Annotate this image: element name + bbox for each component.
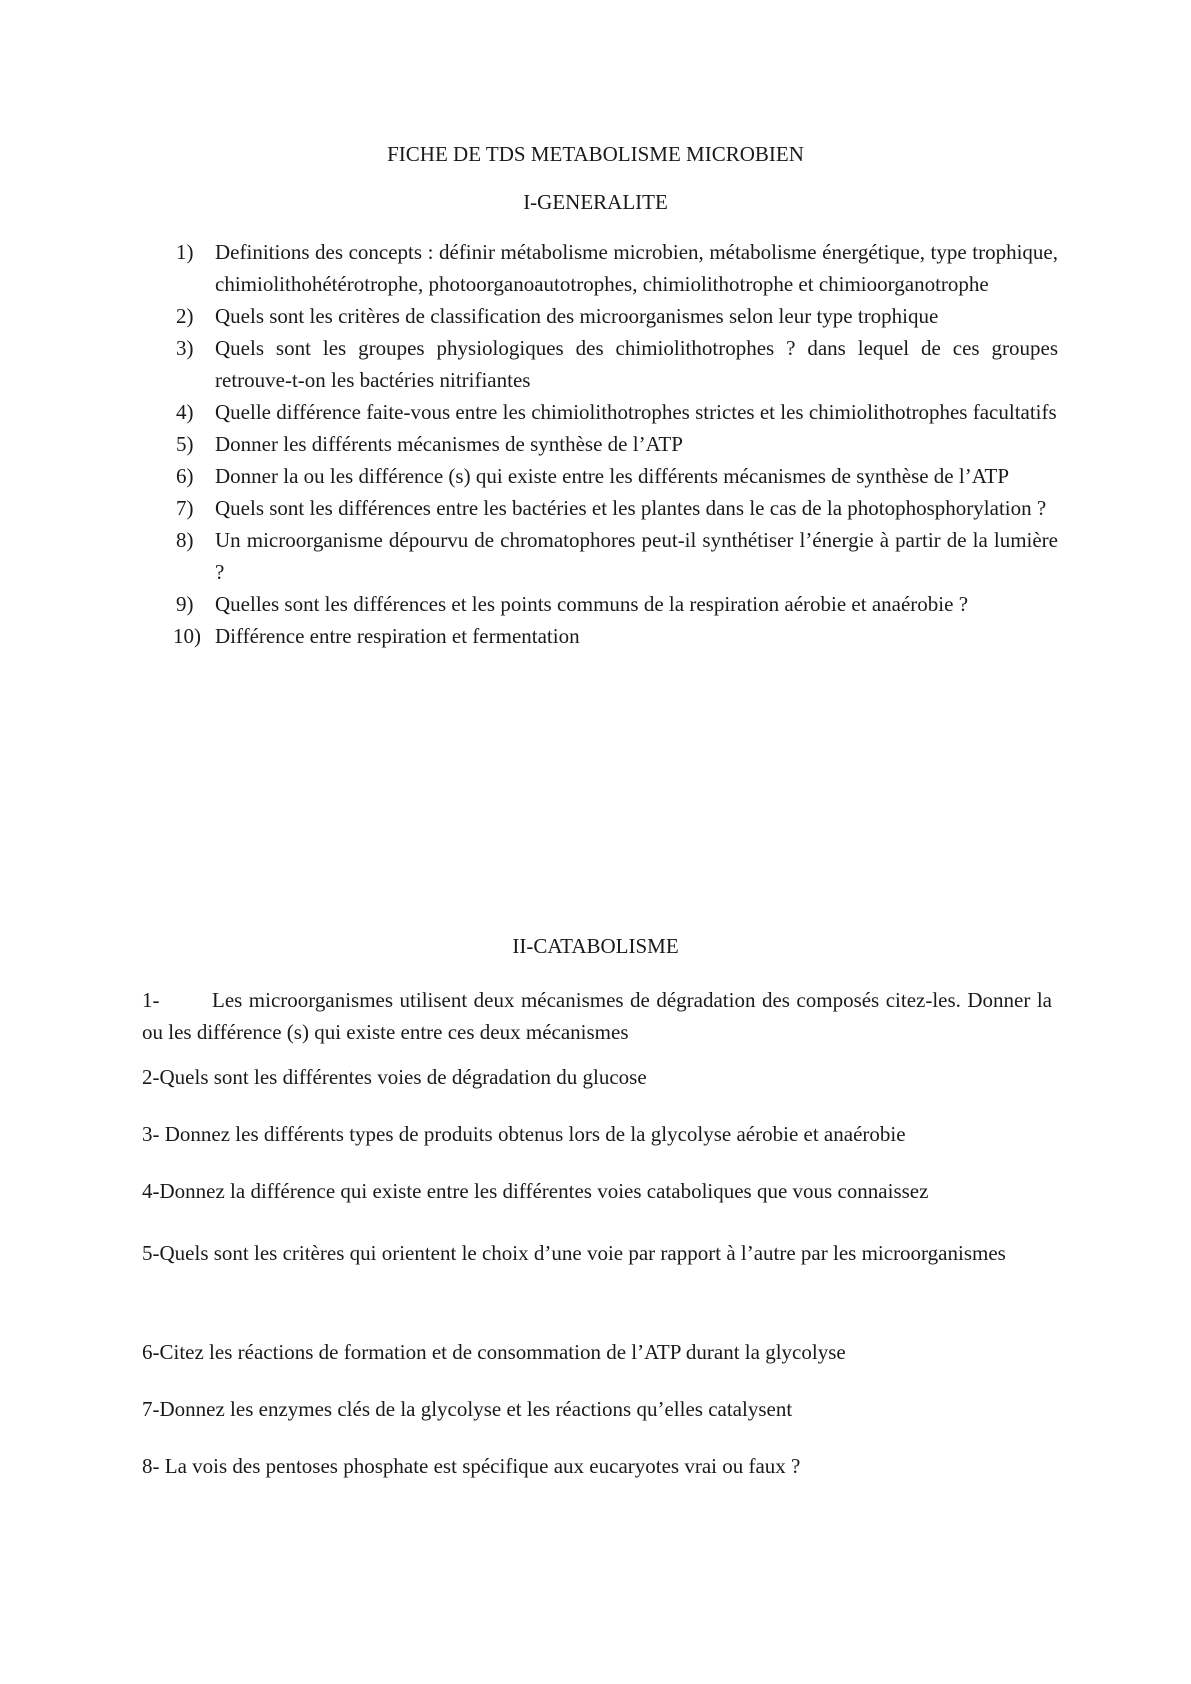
item-number: 5) bbox=[176, 432, 194, 456]
item-number: 4) bbox=[176, 400, 194, 424]
list-item bbox=[176, 524, 1058, 588]
item-text: Quelles sont les différences et les points communs de la respiration aérobie et anaérobie ? bbox=[215, 592, 969, 616]
catabolisme-question-1 bbox=[142, 984, 1052, 1048]
list-item bbox=[176, 492, 1058, 524]
catabolisme-question-6: 6-Citez les réactions de formation et de consommation de l’ATP durant la glycolyse bbox=[142, 1340, 846, 1364]
item-text: Différence entre respiration et fermentation bbox=[215, 624, 580, 648]
item-text: Quels sont les critères de classification des microorganismes selon leur type trophique bbox=[215, 304, 939, 328]
item-number: 8) bbox=[176, 528, 194, 552]
section-heading-catabolisme: II-CATABOLISME bbox=[512, 934, 679, 958]
catabolisme-question-4: 4-Donnez la différence qui existe entre les différentes voies cataboliques que vous connaissez bbox=[142, 1179, 929, 1203]
catabolisme-question-7: 7-Donnez les enzymes clés de la glycolyse et les réactions qu’elles catalysent bbox=[142, 1397, 793, 1421]
item-number: 2) bbox=[176, 304, 194, 328]
item-text: Quels sont les groupes physiologiques des chimiolithotrophes ? dans lequel de ces groupes retrouve-t-on les bactéries nitrifiantes bbox=[215, 336, 1058, 392]
list-item bbox=[176, 236, 1058, 300]
catabolisme-question-8: 8- La vois des pentoses phosphate est spécifique aux eucaryotes vrai ou faux ? bbox=[142, 1454, 801, 1478]
item-text: Les microorganismes utilisent deux mécanismes de dégradation des composés citez-les. Donner la ou les différence (s) qui existe entre ces deux mécanismes bbox=[142, 988, 1052, 1044]
item-number: 1) bbox=[176, 240, 194, 264]
section-heading-generalite: I-GENERALITE bbox=[523, 190, 668, 214]
list-item bbox=[176, 588, 1058, 620]
item-number: 7) bbox=[176, 496, 194, 520]
list-item bbox=[176, 300, 1058, 332]
item-number: 6) bbox=[176, 464, 194, 488]
item-text: Donner les différents mécanismes de synthèse de l’ATP bbox=[215, 432, 683, 456]
item-number: 1- bbox=[142, 988, 160, 1012]
item-text: Quels sont les différences entre les bactéries et les plantes dans le cas de la photophosphorylation ? bbox=[215, 496, 1047, 520]
catabolisme-question-3: 3- Donnez les différents types de produits obtenus lors de la glycolyse aérobie et anaérobie bbox=[142, 1122, 906, 1146]
list-item bbox=[173, 620, 1058, 652]
catabolisme-question-2: 2-Quels sont les différentes voies de dégradation du glucose bbox=[142, 1065, 647, 1089]
list-item bbox=[176, 332, 1058, 396]
item-number: 9) bbox=[176, 592, 194, 616]
document-title: FICHE DE TDS METABOLISME MICROBIEN bbox=[387, 142, 804, 166]
item-number: 10) bbox=[173, 624, 201, 648]
generalite-question-list bbox=[0, 236, 1058, 652]
item-text: Quelle différence faite-vous entre les chimiolithotrophes strictes et les chimiolithotrophes facultatifs bbox=[215, 400, 1057, 424]
item-text: Un microorganisme dépourvu de chromatophores peut-il synthétiser l’énergie à partir de la lumière ? bbox=[215, 528, 1058, 584]
list-item bbox=[176, 460, 1058, 492]
catabolisme-question-5: 5-Quels sont les critères qui orientent le choix d’une voie par rapport à l’autre par les microorganismes bbox=[142, 1241, 1006, 1265]
list-item bbox=[176, 428, 1058, 460]
item-text: Definitions des concepts : définir métabolisme microbien, métabolisme énergétique, type trophique, chimiolithohétérotrophe, photoorganoautotrophes, chimiolithotrophe et chimioorganotrophe bbox=[215, 240, 1058, 296]
list-item bbox=[176, 396, 1058, 428]
item-number: 3) bbox=[176, 336, 194, 360]
item-text: Donner la ou les différence (s) qui existe entre les différents mécanismes de synthèse de l’ATP bbox=[215, 464, 1010, 488]
